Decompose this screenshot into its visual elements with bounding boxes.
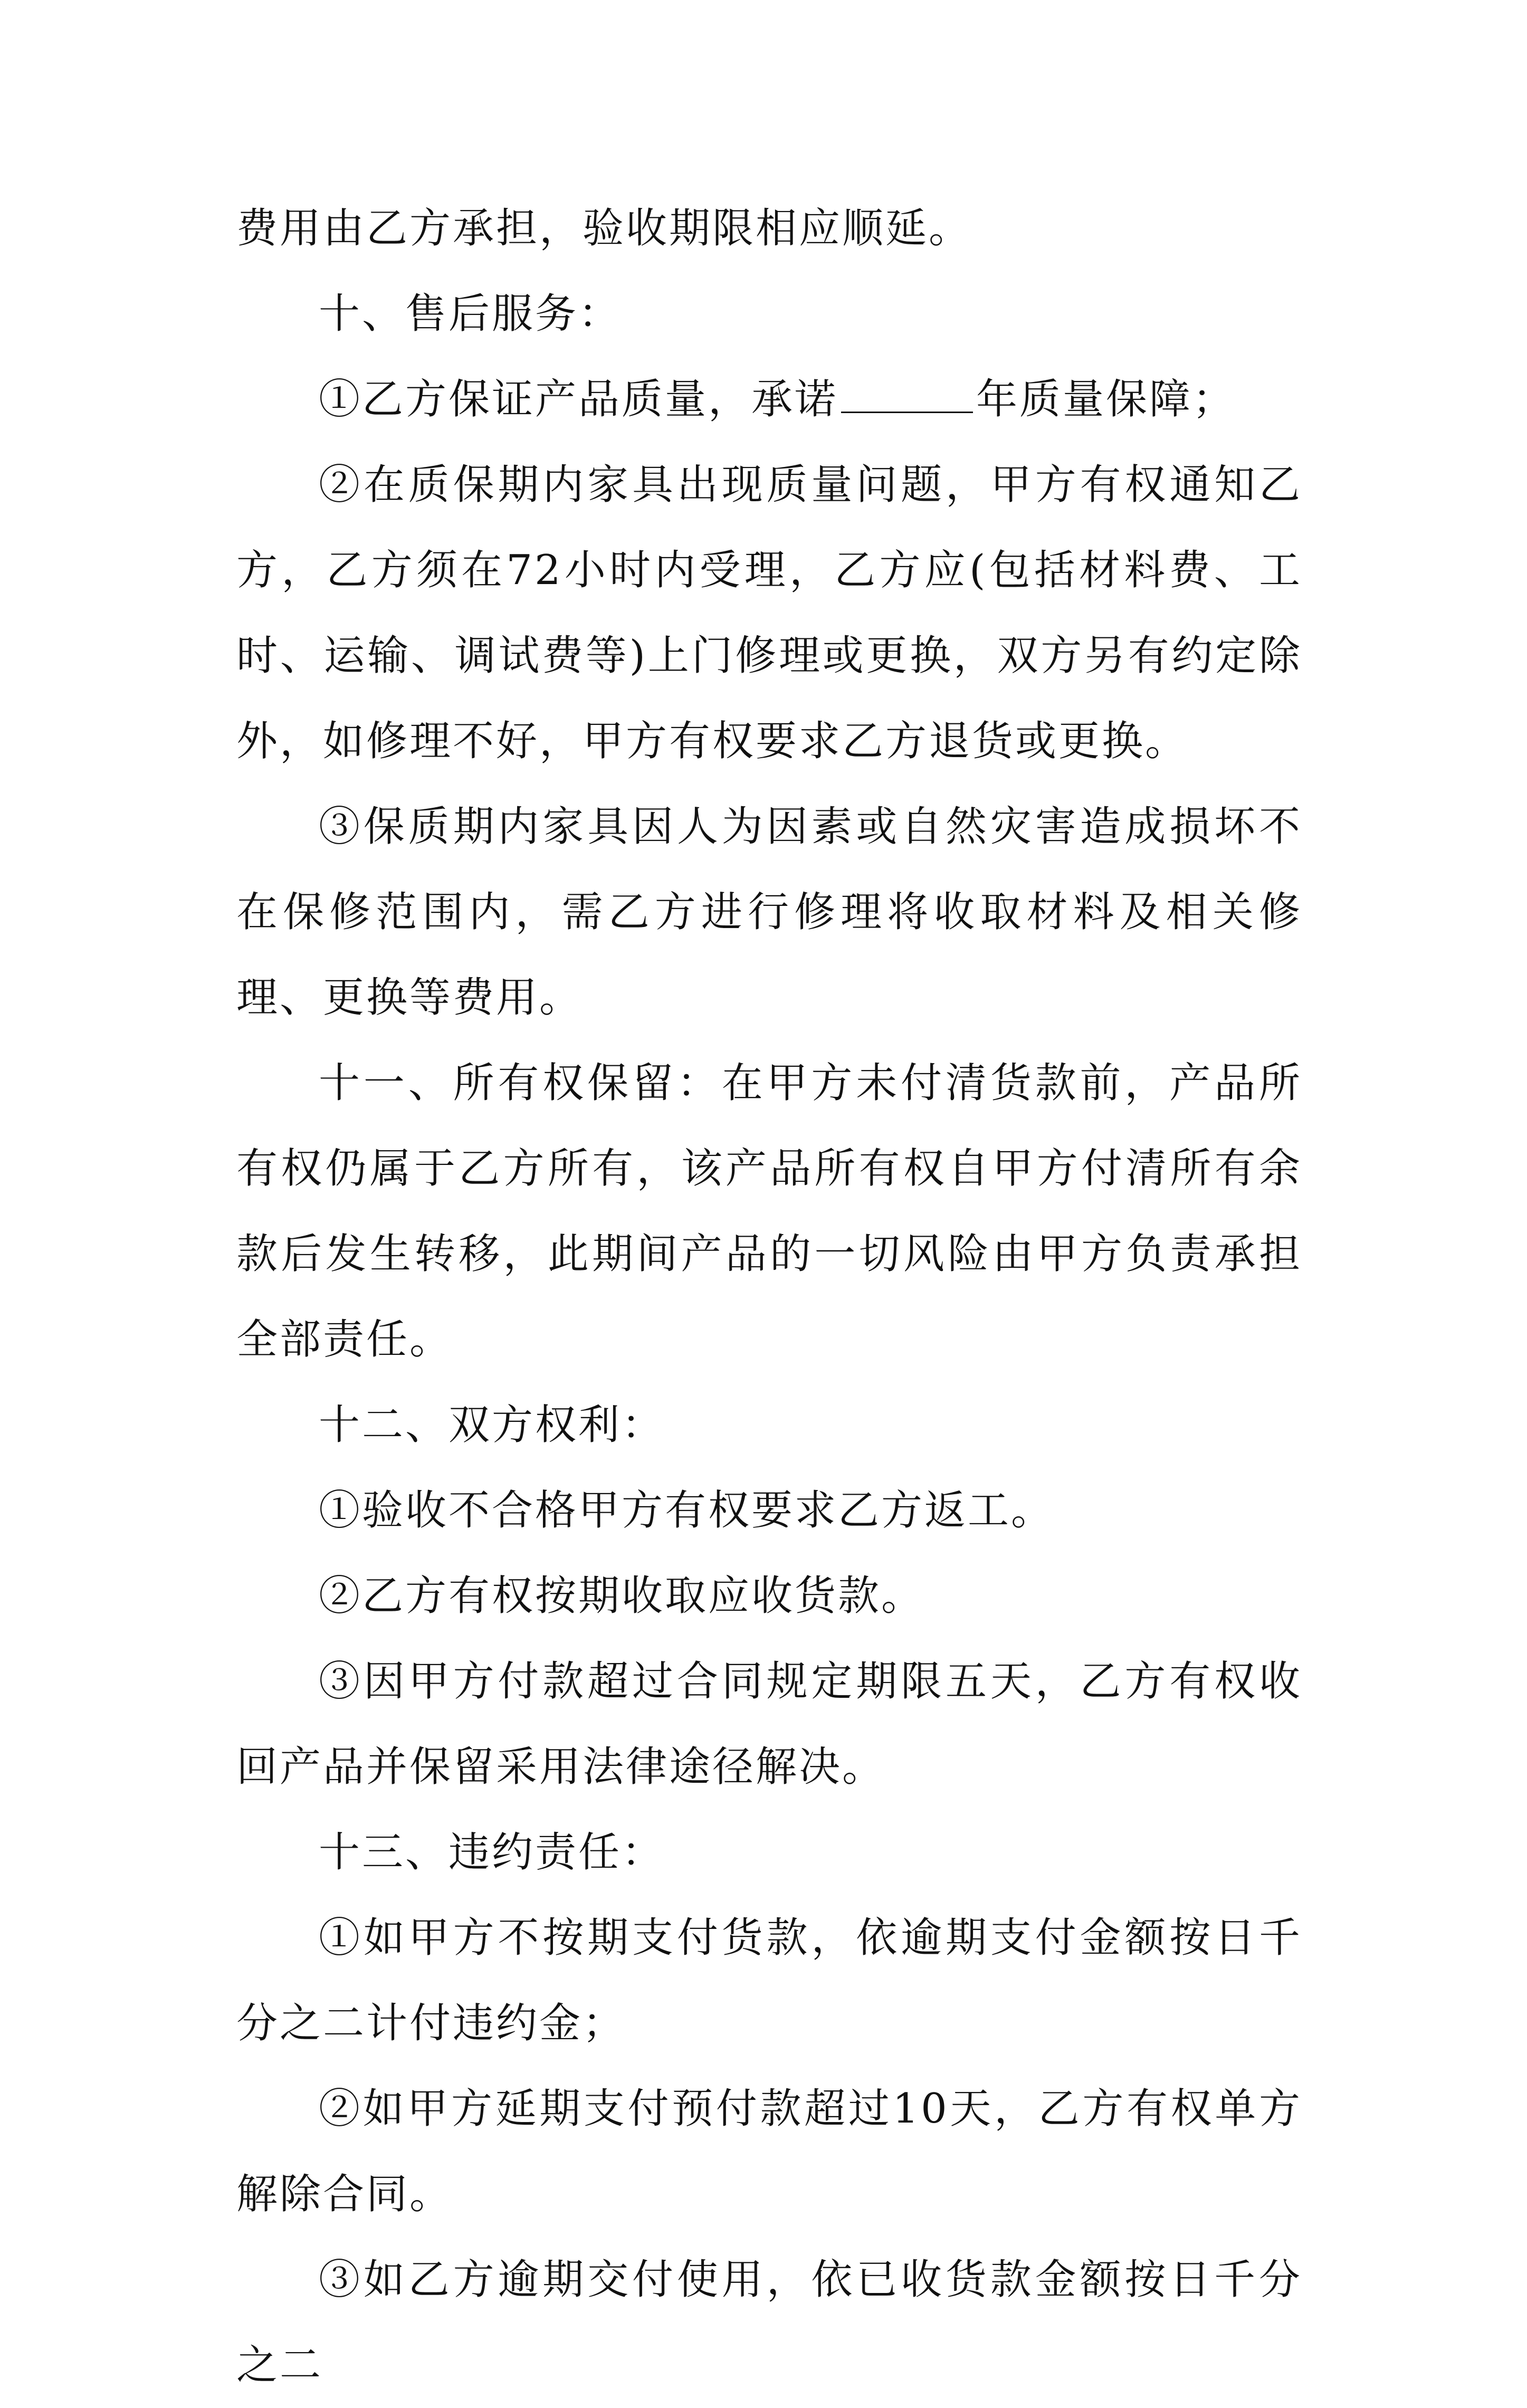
- paragraph-quality-guarantee: [236, 357, 1302, 442]
- paragraph-acceptance-cost: 费用由乙方承担，验收期限相应顺延。: [236, 205, 972, 252]
- paragraph-right-rework: ①验收不合格甲方有权要求乙方返工。: [319, 1487, 1055, 1534]
- paragraph-prepayment-delay: ②如甲方延期支付预付款超过10天，乙方有权单方解除合同。: [236, 2085, 1302, 2218]
- paragraph-late-payment-penalty: ①如甲方不按期支付货款，依逾期支付金额按日千分之二计付违约金；: [236, 1914, 1302, 2047]
- paragraph-right-recover-product: ③因甲方付款超过合同规定期限五天，乙方有权收回产品并保留采用法律途径解决。: [236, 1658, 1302, 1791]
- paragraph-warranty-exclusions: ③保质期内家具因人为因素或自然灾害造成损坏不在保修范围内，需乙方进行修理将收取材料及相关修理、更换等费用。: [236, 803, 1302, 1021]
- paragraph-right-collect-payment: ②乙方有权按期收取应收货款。: [319, 1572, 925, 1620]
- heading-breach-liability: 十三、违约责任：: [319, 1829, 665, 1876]
- heading-rights-of-both-parties: 十二、双方权利：: [319, 1401, 665, 1449]
- paragraph-ownership-retention: 十一、所有权保留：在甲方未付清货款前，产品所有权仍属于乙方所有，该产品所有权自甲方付清所有余款后发生转移，此期间产品的一切风险由甲方负责承担全部责任。: [236, 1059, 1302, 1363]
- guarantee-years-blank: [841, 380, 973, 413]
- quality-guarantee-text-after: 年质量保障；: [976, 376, 1236, 423]
- contract-body-text: [236, 186, 1302, 2408]
- paragraph-warranty-repair: ②在质保期内家具出现质量问题，甲方有权通知乙方，乙方须在72小时内受理，乙方应(包括材料费、工时、运输、调试费等)上门修理或更换，双方另有约定除外，如修理不好，甲方有权要求乙方退货或更换。: [236, 461, 1302, 765]
- heading-after-sales-service: 十、售后服务：: [319, 290, 622, 338]
- paragraph-late-delivery-penalty: ③如乙方逾期交付使用，依已收货款金额按日千分之二: [236, 2256, 1302, 2389]
- quality-guarantee-text-before: ①乙方保证产品质量，承诺: [319, 376, 838, 423]
